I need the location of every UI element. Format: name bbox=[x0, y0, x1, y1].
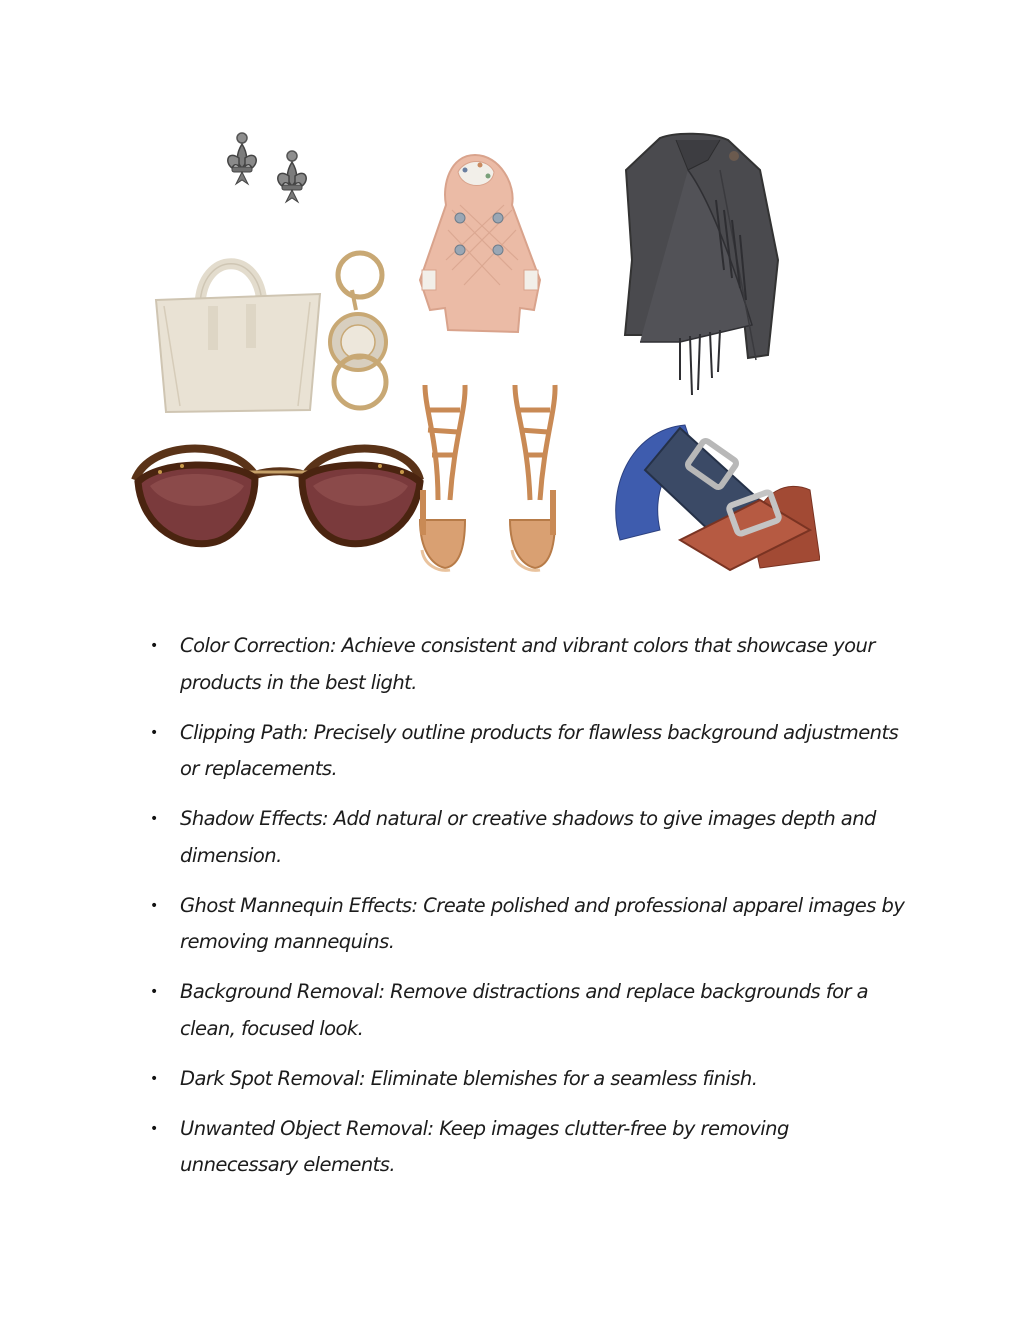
list-item bbox=[148, 628, 908, 701]
feature-text: Clipping Path: Precisely outline products for flawless background adjustments or replacements. bbox=[180, 720, 899, 780]
bullet: • bbox=[150, 724, 158, 741]
list-item bbox=[148, 888, 908, 961]
product-photo-collage bbox=[120, 110, 820, 585]
bullet: • bbox=[150, 897, 158, 914]
feature-text: Ghost Mannequin Effects: Create polished and professional apparel images by removing mannequins. bbox=[180, 893, 905, 953]
feature-text: Unwanted Object Removal: Keep images clutter-free by removing unnecessary elements. bbox=[180, 1116, 789, 1176]
sunglasses-icon bbox=[135, 449, 420, 544]
bullet: • bbox=[150, 811, 158, 827]
feature-text: Shadow Effects: Add natural or creative shadows to give images depth and dimension. bbox=[180, 807, 876, 867]
wrap-cardigan-icon bbox=[625, 134, 778, 395]
belts-icon bbox=[616, 425, 820, 570]
handbag-icon bbox=[156, 253, 386, 412]
sandals-icon bbox=[420, 385, 556, 570]
earrings-icon bbox=[228, 133, 306, 202]
bullet: • bbox=[150, 984, 158, 1000]
list-item bbox=[148, 801, 908, 874]
baby-coat-icon bbox=[420, 155, 540, 332]
feature-text: Dark Spot Removal: Eliminate blemishes for a seamless finish. bbox=[180, 1066, 758, 1090]
feature-text: Background Removal: Remove distractions and replace backgrounds for a clean, focused look. bbox=[180, 980, 869, 1040]
feature-list bbox=[148, 628, 908, 1197]
list-item bbox=[148, 715, 908, 788]
bullet: • bbox=[150, 1070, 158, 1087]
bullet: • bbox=[150, 638, 158, 654]
list-item bbox=[148, 1061, 908, 1098]
feature-text: Color Correction: Achieve consistent and vibrant colors that showcase your products in the best light. bbox=[180, 634, 875, 694]
list-item bbox=[148, 1111, 908, 1184]
list-item bbox=[148, 974, 908, 1047]
bullet: • bbox=[150, 1120, 158, 1137]
